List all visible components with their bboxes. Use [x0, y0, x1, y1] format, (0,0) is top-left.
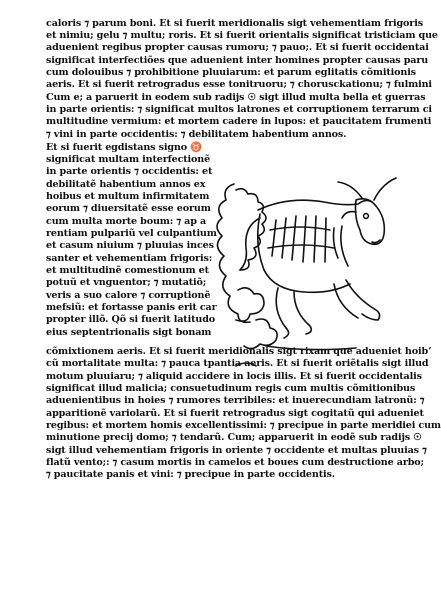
text-line: cõmixtionem aeris. Et si fuerit meridionalis sigt rixam que adueniet hoibʼ [46, 346, 432, 357]
text-line: motum pluuiaru; ⁊ aliquid accidere in locis illis. Et si fuerit occidentalis [46, 371, 422, 382]
text-line: ⁊ vini in parte occidentis: ⁊ debilitatem habentium annos. [46, 129, 347, 140]
text-line: aduenientibus in hoies ⁊ rumores terribiles: et inuerecundiam latronũ: ⁊ [46, 395, 425, 406]
text-line: multitudine vermium: et mortem cadere in lupos: et paucitatem frumenti [46, 116, 432, 127]
text-line: propter illõ. Qõ si fuerit latitudo [46, 314, 216, 325]
text-line: cũ mortalitate multa: ⁊ pauca tpantia aeris. Et si fuerit oriẽtalis sigt illud [46, 358, 429, 369]
text-line: apparitionẽ variolarũ. Et si fuerit retrogradus sigt cogitatũ qui adueniet [46, 408, 424, 419]
text-line: debilitatẽ habentium annos ex [46, 179, 206, 190]
text-line: Cum e; a paruerit in eodem sub radijs ☉ sigt illud multa bella et guerras [46, 92, 426, 103]
text-line: et nimiu; gelu ⁊ multu; roris. Et si fuerit orientalis significat tristiciam que [46, 30, 438, 41]
text-line: minutione precij domo; ⁊ tendarũ. Cum; apparuerit in eodẽ sub radijs ☉ [46, 432, 422, 443]
text-line: caloris ⁊ parum boni. Et si fuerit meridionalis sigt vehementiam frigoris [46, 18, 423, 29]
text-line: veris a suo calore ⁊ corruptionẽ [46, 290, 211, 301]
text-line: Et si fuerit egdistans signo ♉ [46, 142, 202, 153]
text-line: rentiam pulpariũ vel culpantium [46, 228, 217, 239]
text-line: flatũ vento;: ⁊ casum mortis in camelos et boues cum destructione arbo; [46, 457, 424, 468]
text-line: santer et vehementiam frigoris: [46, 253, 213, 264]
text-line: potuũ et vnguentor; ⁊ mutatiõ; [46, 277, 207, 288]
text-line: in parte orientis: ⁊ significat multos latrones et corruptionem terrarum ci [46, 104, 432, 115]
text-line: aduenient regibus propter causas rumoru; ⁊ pauo;. Et si fuerit occidentai [46, 42, 429, 53]
text-line: significat multam interfectionẽ [46, 154, 211, 165]
text-line: et casum niuium ⁊ pluuias inces [46, 240, 214, 251]
text-line: hoibus et multum infirmitatem [46, 191, 210, 202]
text-line: cum dolouibus ⁊ prohibitione pluuiarum: et parum eglitatis cõmitionis [46, 67, 416, 78]
text-line: eius septentrionalis sigt bonam [46, 327, 212, 338]
text-line: ⁊ paucitate panis et vini: ⁊ precipue in parte occidentis. [46, 469, 335, 480]
text-line: significat interfectiões que aduenient inter homines propter causas paru [46, 55, 429, 66]
text-line: sigt illud vehementiam frigoris in oriente ⁊ occidente et multas pluuias ⁊ [46, 445, 427, 456]
text-line: significat illud malicia; consuetudinum regis cum multis cõmitionibus [46, 383, 416, 394]
text-line: cum multa morte boum: ⁊ ap a [46, 216, 207, 227]
text-line: mefsiũ: et fortasse panis erit car [46, 302, 217, 313]
text-line: aeris. Et si fuerit retrogradus esse tonitruoru; ⁊ chorusckationu; ⁊ fulmini [46, 79, 432, 90]
text-line: in parte orientis ⁊ occidentis: et [46, 166, 213, 177]
text-line: eorum ⁊ diuersitatẽ esse eorum [46, 203, 211, 214]
text-line: et multitudinẽ comestionum et [46, 265, 209, 276]
cloud-band-icon [217, 184, 250, 322]
text-line: regibus: et mortem homis excellentissimi: ⁊ precipue in parte meridiei cum [46, 420, 441, 431]
